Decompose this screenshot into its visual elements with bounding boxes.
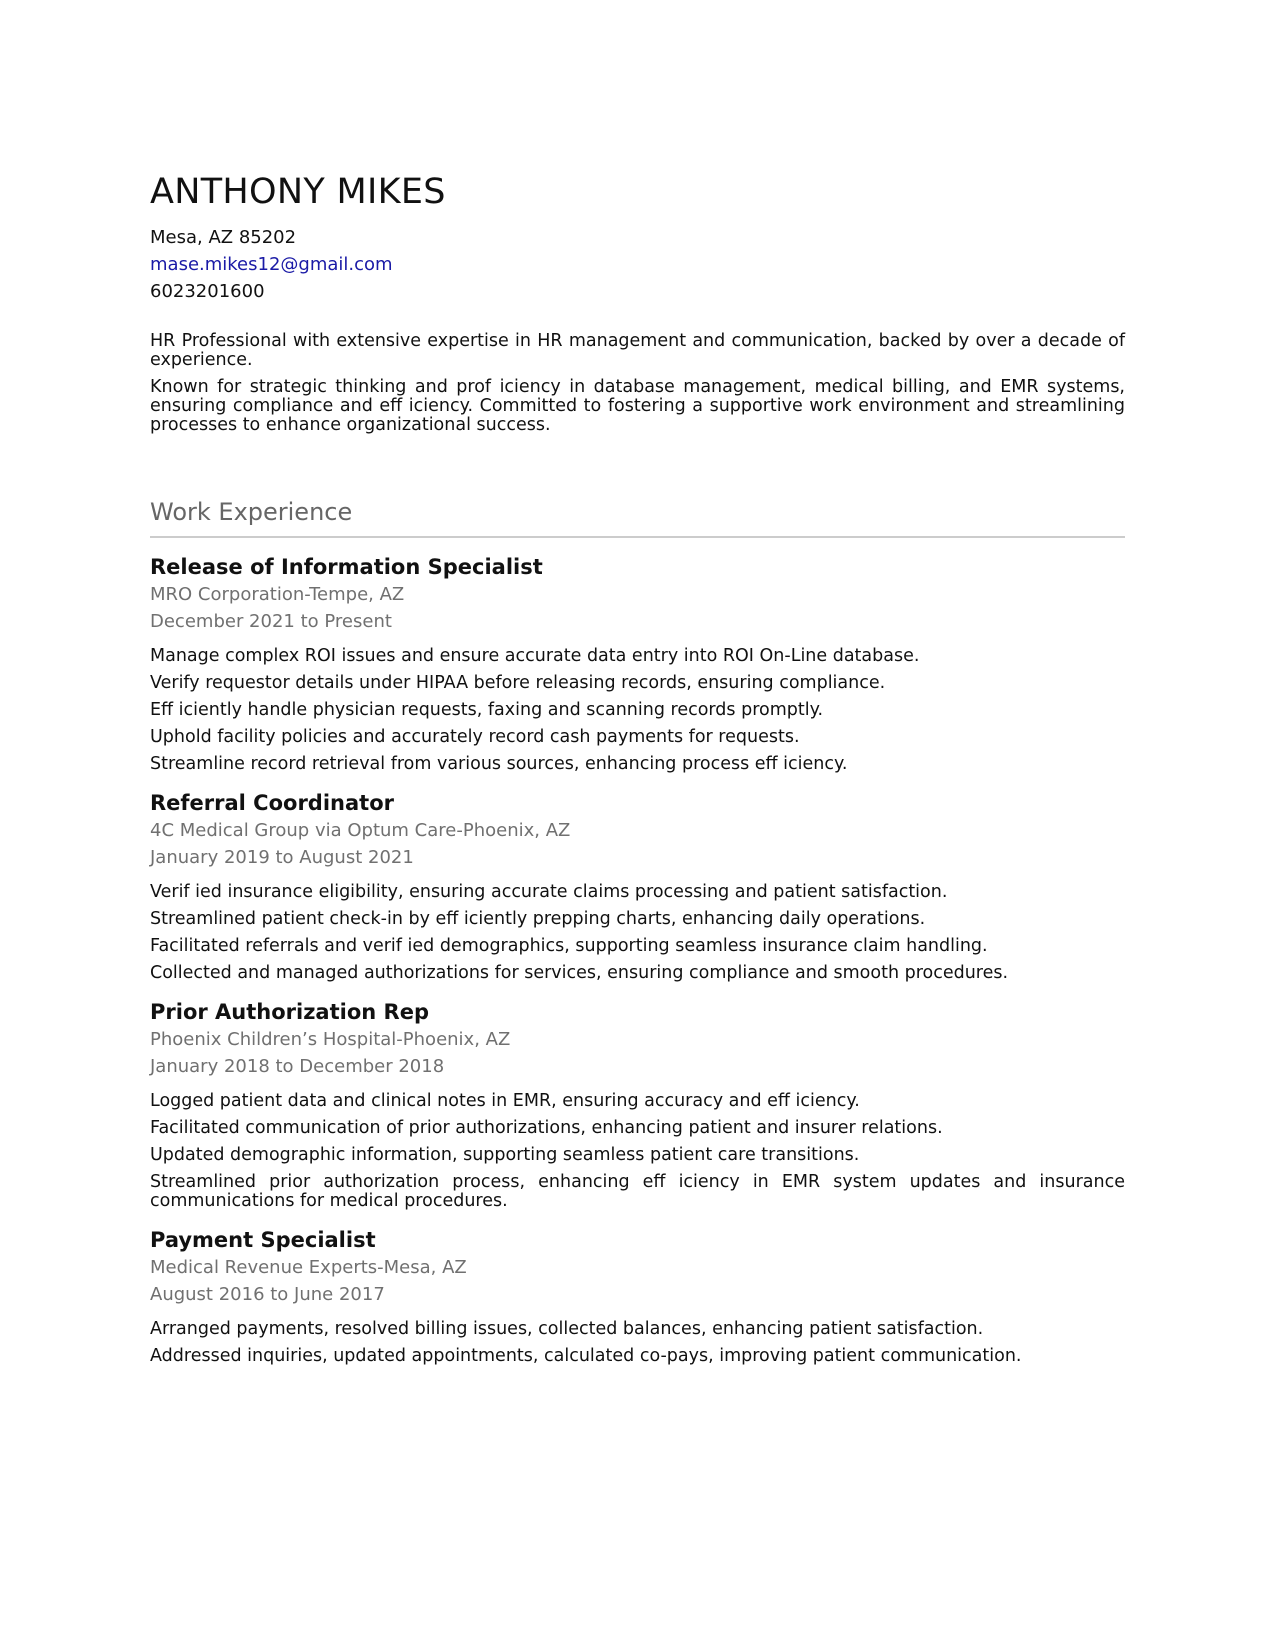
resume-page: [150, 172, 1125, 1374]
contact-location: Mesa, AZ 85202: [150, 227, 297, 248]
job-entry: [150, 790, 1125, 983]
summary-paragraph: HR Professional with extensive expertise in HR management and communication, backed by over a decade of experience.: [150, 331, 1125, 370]
job-duty: Updated demographic information, supporting seamless patient care transitions.: [150, 1145, 860, 1165]
job-location: Mesa, AZ: [383, 1257, 467, 1278]
job-dates: January 2019 to August 2021: [150, 847, 414, 868]
job-duties: [150, 1320, 1125, 1366]
job-company: MRO Corporation: [150, 584, 305, 605]
job-duty: Verif ied insurance eligibility, ensuring accurate claims processing and patient satisfaction.: [150, 882, 948, 902]
job-title: Payment Specialist: [150, 1228, 376, 1252]
job-location: Phoenix, AZ: [402, 1029, 511, 1050]
contact-email-link[interactable]: mase.mikes12@gmail.com: [150, 254, 393, 275]
job-duty: Addressed inquiries, updated appointments, calculated co-pays, improving patient communication.: [150, 1346, 1022, 1366]
job-separator: -: [396, 1029, 403, 1050]
job-entry: [150, 1227, 1125, 1366]
job-duty: Uphold facility policies and accurately record cash payments for requests.: [150, 727, 800, 747]
job-company-location: [150, 817, 1125, 844]
job-company: Medical Revenue Experts: [150, 1257, 378, 1278]
job-duty: Facilitated communication of prior authorizations, enhancing patient and insurer relations.: [150, 1118, 943, 1138]
job-duty: Manage complex ROI issues and ensure accurate data entry into ROI On-Line database.: [150, 646, 920, 666]
job-title: Prior Authorization Rep: [150, 1000, 429, 1024]
job-location: Tempe, AZ: [309, 584, 405, 605]
job-duty: Streamlined patient check-in by eff iciently prepping charts, enhancing daily operations.: [150, 909, 926, 929]
job-dates: August 2016 to June 2017: [150, 1284, 385, 1305]
job-duty: Eff iciently handle physician requests, faxing and scanning records promptly.: [150, 700, 824, 720]
professional-summary: [150, 332, 1125, 435]
job-company: 4C Medical Group via Optum Care: [150, 820, 457, 841]
job-duties: [150, 883, 1125, 983]
job-separator: -: [377, 1257, 384, 1278]
job-company-location: [150, 1254, 1125, 1281]
job-duty: Facilitated referrals and verif ied demographics, supporting seamless insurance claim handling.: [150, 936, 988, 956]
contact-phone: 6023201600: [150, 281, 265, 302]
job-company: Phoenix Children’s Hospital: [150, 1029, 397, 1050]
job-duty: Logged patient data and clinical notes in EMR, ensuring accuracy and eff iciency.: [150, 1091, 860, 1111]
job-entry: [150, 554, 1125, 774]
job-location: Phoenix, AZ: [462, 820, 571, 841]
candidate-name: ANTHONY MIKES: [150, 172, 446, 212]
job-duty: Collected and managed authorizations for services, ensuring compliance and smooth procedures.: [150, 963, 1009, 983]
summary-paragraph: Known for strategic thinking and prof iciency in database management, medical billing, and EMR systems, ensuring compliance and eff iciency. Committed to fostering a supportive work environment and streamlining processes to enhance organizational success.: [150, 377, 1125, 435]
job-dates: December 2021 to Present: [150, 611, 392, 632]
job-title: Release of Information Specialist: [150, 555, 543, 579]
job-duty: Arranged payments, resolved billing issues, collected balances, enhancing patient satisfaction.: [150, 1319, 984, 1339]
work-experience-heading: Work Experience: [150, 497, 1125, 538]
job-company-location: [150, 581, 1125, 608]
job-dates: January 2018 to December 2018: [150, 1056, 445, 1077]
job-title: Referral Coordinator: [150, 791, 394, 815]
job-duties: [150, 1092, 1125, 1211]
job-separator: -: [456, 820, 463, 841]
job-duty: Streamlined prior authorization process, enhancing eff iciency in EMR system updates and insurance communications for medical procedures.: [150, 1172, 1125, 1211]
job-duties: [150, 647, 1125, 774]
job-duty: Verify requestor details under HIPAA before releasing records, ensuring compliance.: [150, 673, 886, 693]
job-duty: Streamline record retrieval from various sources, enhancing process eff iciency.: [150, 754, 848, 774]
job-entry: [150, 999, 1125, 1211]
job-company-location: [150, 1026, 1125, 1053]
job-separator: -: [304, 584, 310, 605]
